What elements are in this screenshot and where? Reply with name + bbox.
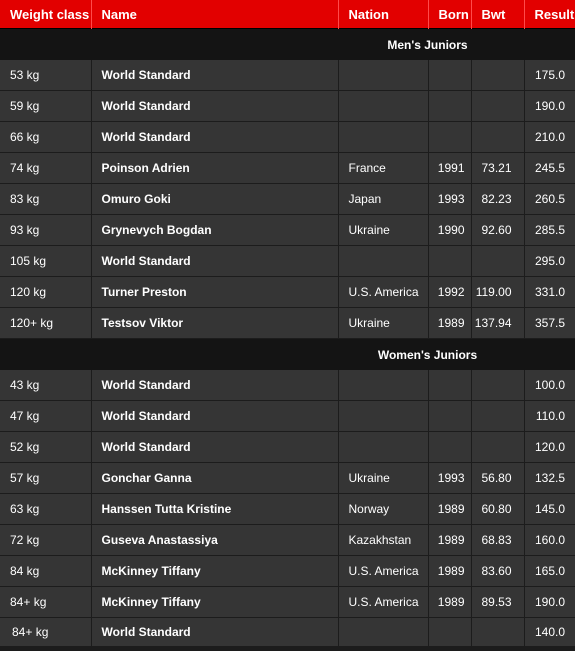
cell-weight-class: 105 kg — [0, 246, 91, 277]
cell-name[interactable]: World Standard — [91, 246, 338, 277]
table-row — [0, 277, 575, 308]
cell-result: 175.0 — [524, 60, 575, 91]
cell-bwt: 137.94 — [471, 308, 524, 339]
cell-name[interactable]: McKinney Tiffany — [91, 556, 338, 587]
cell-born — [428, 91, 471, 122]
cell-weight-class: 72 kg — [0, 525, 91, 556]
cell-bwt: 73.21 — [471, 153, 524, 184]
cell-weight-class: 63 kg — [0, 494, 91, 525]
cell-result: 295.0 — [524, 246, 575, 277]
cell-name[interactable]: World Standard — [91, 370, 338, 401]
cell-nation: U.S. America — [338, 556, 428, 587]
cell-name[interactable]: Guseva Anastassiya — [91, 525, 338, 556]
cell-born: 1993 — [428, 463, 471, 494]
cell-born: 1991 — [428, 153, 471, 184]
cell-weight-class: 83 kg — [0, 184, 91, 215]
cell-born: 1989 — [428, 587, 471, 618]
cell-bwt — [471, 122, 524, 153]
cell-name[interactable]: World Standard — [91, 401, 338, 432]
cell-born: 1989 — [428, 308, 471, 339]
cell-name[interactable]: McKinney Tiffany — [91, 587, 338, 618]
cell-bwt — [471, 401, 524, 432]
cell-nation — [338, 60, 428, 91]
table-row — [0, 432, 575, 463]
cell-born — [428, 60, 471, 91]
cell-bwt: 92.60 — [471, 215, 524, 246]
cell-name[interactable]: World Standard — [91, 122, 338, 153]
cell-bwt: 89.53 — [471, 587, 524, 618]
cell-nation: France — [338, 153, 428, 184]
cell-result: 110.0 — [524, 401, 575, 432]
cell-result: 145.0 — [524, 494, 575, 525]
cell-weight-class: 47 kg — [0, 401, 91, 432]
cell-bwt — [471, 432, 524, 463]
header-weight-class[interactable]: Weight class — [0, 0, 91, 29]
cell-weight-class: 120+ kg — [0, 308, 91, 339]
table-row — [0, 618, 575, 647]
section-header-cell — [0, 29, 575, 61]
cell-born: 1993 — [428, 184, 471, 215]
cell-born: 1992 — [428, 277, 471, 308]
table-row — [0, 215, 575, 246]
header-result[interactable]: Result — [524, 0, 575, 29]
cell-bwt: 83.60 — [471, 556, 524, 587]
table-row — [0, 525, 575, 556]
section-title: Women's Juniors — [377, 347, 478, 362]
cell-result: 190.0 — [524, 91, 575, 122]
cell-weight-class: 52 kg — [0, 432, 91, 463]
cell-name[interactable]: Grynevych Bogdan — [91, 215, 338, 246]
cell-bwt: 56.80 — [471, 463, 524, 494]
cell-born — [428, 122, 471, 153]
cell-name[interactable]: Omuro Goki — [91, 184, 338, 215]
cell-nation — [338, 401, 428, 432]
table-row — [0, 556, 575, 587]
cell-name[interactable]: World Standard — [91, 60, 338, 91]
cell-born — [428, 432, 471, 463]
cell-name[interactable]: World Standard — [91, 618, 338, 647]
cell-weight-class: 84+ kg — [0, 618, 91, 647]
cell-result: 260.5 — [524, 184, 575, 215]
cell-result: 160.0 — [524, 525, 575, 556]
cell-result: 100.0 — [524, 370, 575, 401]
table-body — [0, 29, 575, 647]
cell-bwt — [471, 60, 524, 91]
section-header-row — [0, 339, 575, 371]
section-header-cell — [0, 339, 575, 371]
cell-weight-class: 93 kg — [0, 215, 91, 246]
header-nation[interactable]: Nation — [338, 0, 428, 29]
cell-nation: Ukraine — [338, 215, 428, 246]
cell-name[interactable]: Testsov Viktor — [91, 308, 338, 339]
table-row — [0, 184, 575, 215]
cell-born: 1989 — [428, 525, 471, 556]
table-row — [0, 370, 575, 401]
table-row — [0, 494, 575, 525]
cell-weight-class: 74 kg — [0, 153, 91, 184]
cell-weight-class: 120 kg — [0, 277, 91, 308]
cell-weight-class: 84+ kg — [0, 587, 91, 618]
cell-born — [428, 618, 471, 647]
cell-nation: Kazakhstan — [338, 525, 428, 556]
cell-result: 210.0 — [524, 122, 575, 153]
table-row — [0, 308, 575, 339]
cell-name[interactable]: World Standard — [91, 432, 338, 463]
section-title: Men's Juniors — [387, 37, 468, 52]
cell-result: 357.5 — [524, 308, 575, 339]
cell-weight-class: 53 kg — [0, 60, 91, 91]
cell-nation: Norway — [338, 494, 428, 525]
cell-bwt: 119.00 — [471, 277, 524, 308]
cell-result: 140.0 — [524, 618, 575, 647]
table-header — [0, 0, 575, 29]
section-header-row — [0, 29, 575, 61]
header-born[interactable]: Born — [428, 0, 471, 29]
cell-born: 1989 — [428, 556, 471, 587]
cell-nation: U.S. America — [338, 587, 428, 618]
cell-weight-class: 84 kg — [0, 556, 91, 587]
table-row — [0, 153, 575, 184]
cell-name[interactable]: Hanssen Tutta Kristine — [91, 494, 338, 525]
table-row — [0, 60, 575, 91]
cell-born — [428, 401, 471, 432]
cell-result: 165.0 — [524, 556, 575, 587]
cell-name[interactable]: Turner Preston — [91, 277, 338, 308]
header-bwt[interactable]: Bwt — [471, 0, 524, 29]
header-name[interactable]: Name — [91, 0, 338, 29]
cell-bwt: 60.80 — [471, 494, 524, 525]
cell-bwt: 68.83 — [471, 525, 524, 556]
cell-weight-class: 59 kg — [0, 91, 91, 122]
table-row — [0, 122, 575, 153]
cell-weight-class: 57 kg — [0, 463, 91, 494]
cell-nation: Ukraine — [338, 463, 428, 494]
cell-bwt — [471, 91, 524, 122]
cell-bwt — [471, 370, 524, 401]
cell-nation — [338, 432, 428, 463]
table-row — [0, 401, 575, 432]
cell-born — [428, 370, 471, 401]
cell-result: 190.0 — [524, 587, 575, 618]
cell-result: 331.0 — [524, 277, 575, 308]
cell-bwt — [471, 618, 524, 647]
cell-nation — [338, 122, 428, 153]
cell-name[interactable]: Gonchar Ganna — [91, 463, 338, 494]
cell-result: 120.0 — [524, 432, 575, 463]
cell-nation: Japan — [338, 184, 428, 215]
cell-name[interactable]: World Standard — [91, 91, 338, 122]
cell-nation: U.S. America — [338, 277, 428, 308]
cell-result: 285.5 — [524, 215, 575, 246]
table-row — [0, 463, 575, 494]
cell-nation: Ukraine — [338, 308, 428, 339]
table-row — [0, 91, 575, 122]
cell-nation — [338, 618, 428, 647]
cell-result: 245.5 — [524, 153, 575, 184]
cell-result: 132.5 — [524, 463, 575, 494]
cell-bwt: 82.23 — [471, 184, 524, 215]
cell-name[interactable]: Poinson Adrien — [91, 153, 338, 184]
cell-born — [428, 246, 471, 277]
cell-weight-class: 66 kg — [0, 122, 91, 153]
cell-weight-class: 43 kg — [0, 370, 91, 401]
cell-born: 1989 — [428, 494, 471, 525]
cell-bwt — [471, 246, 524, 277]
table-row — [0, 587, 575, 618]
cell-nation — [338, 91, 428, 122]
table-row — [0, 246, 575, 277]
cell-born: 1990 — [428, 215, 471, 246]
cell-nation — [338, 246, 428, 277]
cell-nation — [338, 370, 428, 401]
